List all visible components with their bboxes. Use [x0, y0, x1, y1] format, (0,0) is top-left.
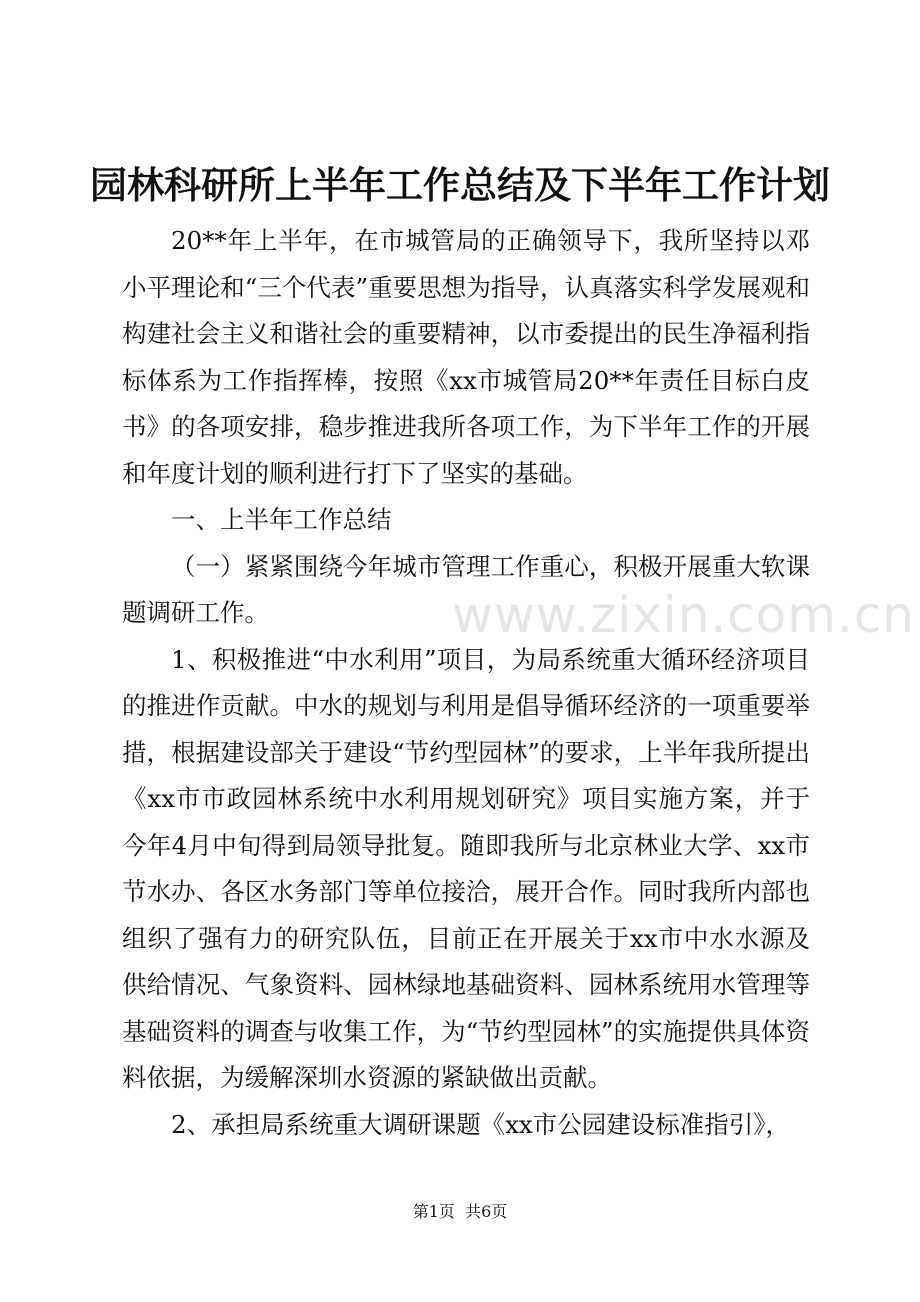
subsection-heading: （一）紧紧围绕今年城市管理工作重心，积极开展重大软课题调研工作。: [122, 551, 810, 627]
item-2-paragraph: 2、承担局系统重大调研课题《xx市公园建设标准指引》，: [171, 1109, 790, 1139]
document-body: [122, 218, 916, 1148]
section-heading: 一、上半年工作总结: [171, 505, 392, 534]
document-title: 园林科研所上半年工作总结及下半年工作计划: [90, 164, 830, 207]
page-footer: [0, 1200, 920, 1224]
page-total: 共6页: [465, 1202, 508, 1221]
watermark: www.zixin.com.cn: [452, 586, 916, 644]
intro-paragraph: 20**年上半年，在市城管局的正确领导下，我所坚持以邓小平理论和“三个代表”重要思想为指导，认真落实科学发展观和构建社会主义和谐社会的重要精神，以市委提出的民生净福利指标体系为工作指挥棒，按照《xx市城管局20**年责任目标白皮书》的各项安排，稳步推进我所各项工作，为下半年工作的开展和年度计划的顺利进行打下了坚实的基础。: [122, 226, 810, 488]
page-number: 第1页: [412, 1202, 455, 1221]
item-1-paragraph: 1、积极推进“中水利用”项目，为局系统重大循环经济项目的推进作贡献。中水的规划与利用是倡导循环经济的一项重要举措，根据建设部关于建设“节约型园林”的要求，上半年我所提出《xx市市政园林系统中水利用规划研究》项目实施方案，并于今年4月中旬得到局领导批复。随即我所与北京林业大学、xx市节水办、各区水务部门等单位接洽，展开合作。同时我所内部也组织了强有力的研究队伍，目前正在开展关于xx市中水水源及供给情况、气象资料、园林绿地基础资料、园林系统用水管理等基础资料的调查与收集工作，为“节约型园林”的实施提供具体资料依据，为缓解深圳水资源的紧缺做出贡献。: [122, 644, 810, 1092]
